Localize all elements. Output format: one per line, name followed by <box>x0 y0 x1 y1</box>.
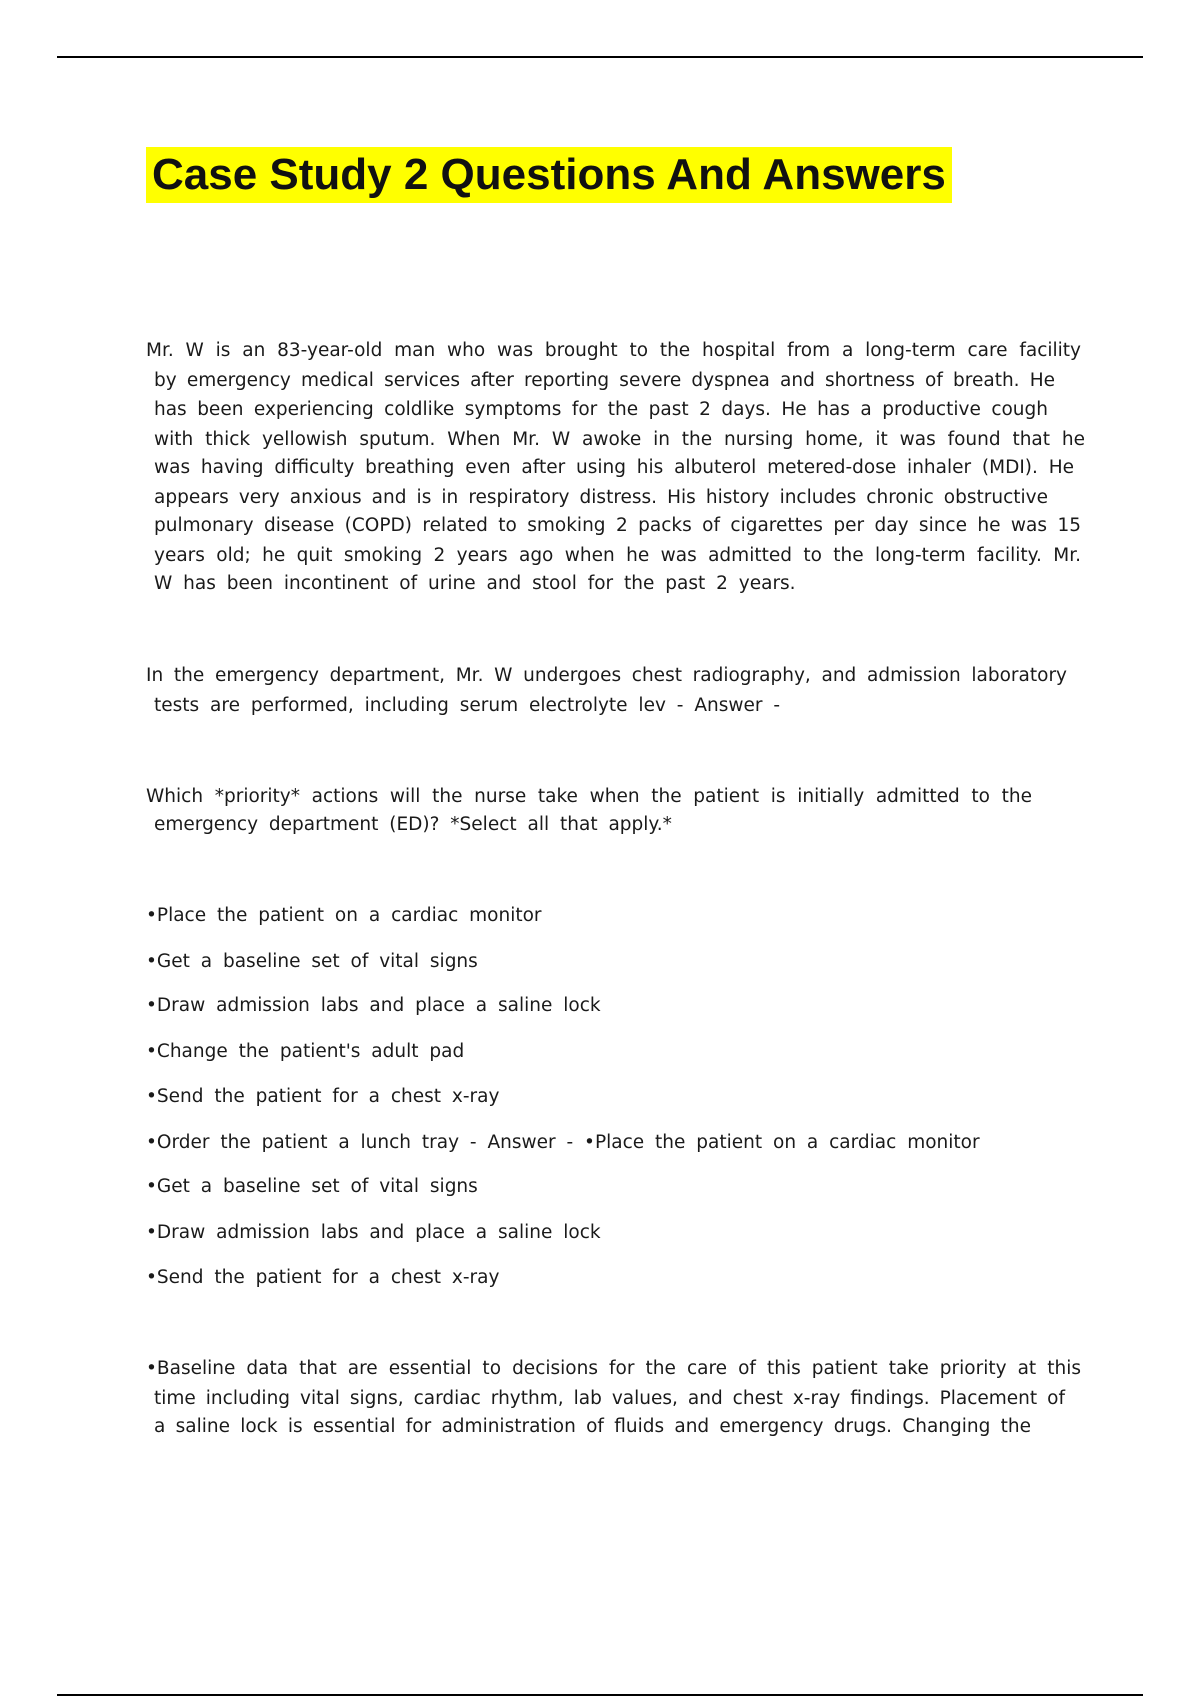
option-item: •Get a baseline set of vital signs <box>146 1176 478 1197</box>
rationale-line: •Baseline data that are essential to decisions for the care of this patient take priority at this <box>146 1358 1081 1379</box>
rationale-line: a saline lock is essential for administration of fluids and emergency drugs. Changing the <box>154 1416 1031 1437</box>
intro-line: was having difficulty breathing even after using his albuterol metered-dose inhaler (MDI). He <box>154 457 1074 478</box>
intro-line: has been experiencing coldlike symptoms for the past 2 days. He has a productive cough <box>154 399 1048 420</box>
intro-line: years old; he quit smoking 2 years ago when he was admitted to the long-term facility. Mr. <box>154 545 1081 566</box>
ed-line: In the emergency department, Mr. W undergoes chest radiography, and admission laboratory <box>146 665 1067 686</box>
question-line: Which *priority* actions will the nurse take when the patient is initially admitted to the <box>146 786 1032 807</box>
option-item: •Draw admission labs and place a saline lock <box>146 1222 601 1243</box>
intro-line: appears very anxious and is in respiratory distress. His history includes chronic obstructive <box>154 487 1048 508</box>
option-item: •Send the patient for a chest x-ray <box>146 1267 500 1288</box>
ed-line: tests are performed, including serum electrolyte lev - Answer - <box>154 695 781 716</box>
intro-line: Mr. W is an 83-year-old man who was brought to the hospital from a long-term care facility <box>146 340 1081 361</box>
option-item: •Order the patient a lunch tray - Answer - •Place the patient on a cardiac monitor <box>146 1132 980 1153</box>
intro-line: by emergency medical services after reporting severe dyspnea and shortness of breath. He <box>154 370 1055 391</box>
option-item: •Change the patient's adult pad <box>146 1041 465 1062</box>
intro-line: with thick yellowish sputum. When Mr. W awoke in the nursing home, it was found that he <box>154 429 1085 450</box>
intro-line: W has been incontinent of urine and stool for the past 2 years. <box>154 573 796 594</box>
header-rule <box>57 56 1143 58</box>
footer-rule <box>57 1694 1143 1696</box>
rationale-line: time including vital signs, cardiac rhythm, lab values, and chest x-ray findings. Placement of <box>154 1388 1065 1409</box>
document-title: Case Study 2 Questions And Answers <box>146 147 952 203</box>
intro-line: pulmonary disease (COPD) related to smoking 2 packs of cigarettes per day since he was 15 <box>154 515 1081 536</box>
option-item: •Draw admission labs and place a saline lock <box>146 995 601 1016</box>
option-item: •Place the patient on a cardiac monitor <box>146 905 542 926</box>
option-item: •Send the patient for a chest x-ray <box>146 1086 500 1107</box>
option-item: •Get a baseline set of vital signs <box>146 951 478 972</box>
question-line: emergency department (ED)? *Select all that apply.* <box>154 814 672 835</box>
